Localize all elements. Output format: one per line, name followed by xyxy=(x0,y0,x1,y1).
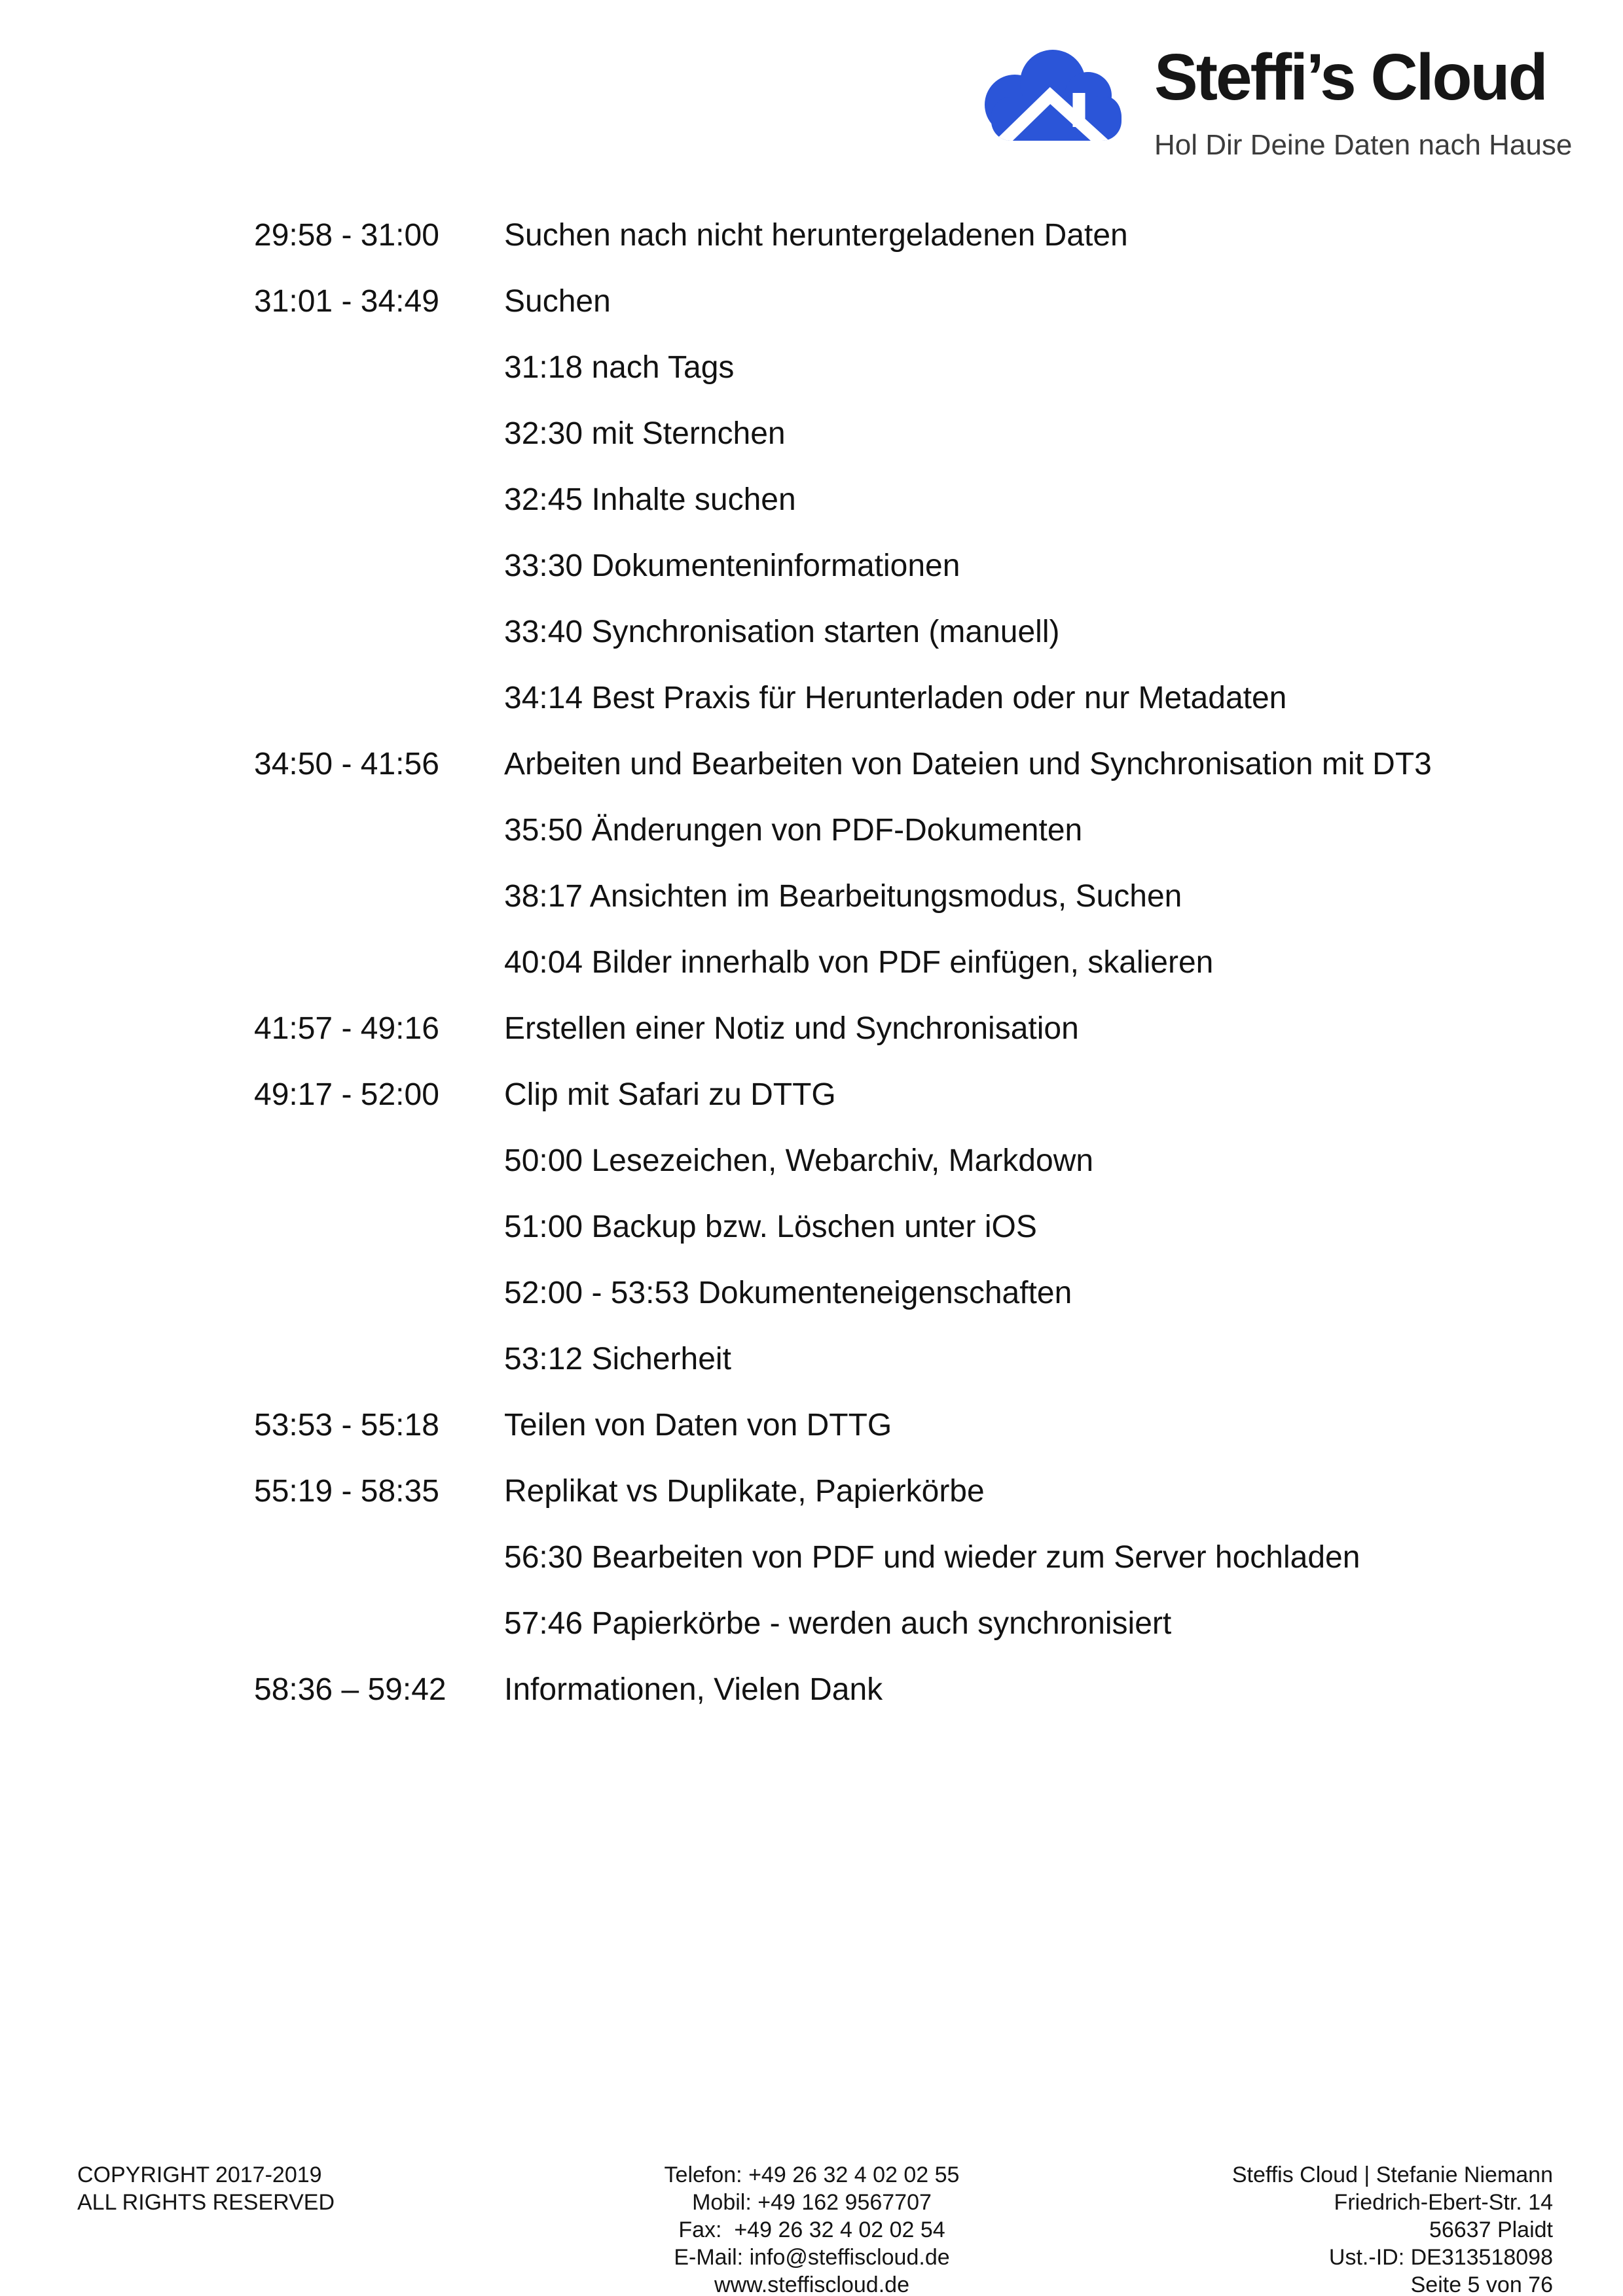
footer-contact-line: E-Mail: info@steffiscloud.de xyxy=(674,2245,950,2270)
toc-entry xyxy=(254,1141,1537,1208)
brand-header xyxy=(982,41,1573,161)
entry-label: 52:00 - 53:53 Dokumenteneigenschaften xyxy=(504,1276,1072,1310)
entry-label: 53:12 Sicherheit xyxy=(504,1342,731,1376)
footer-contact xyxy=(517,2161,1106,2296)
brand-text-block xyxy=(1154,41,1573,161)
toc-entry xyxy=(254,1670,1537,1736)
toc-entry xyxy=(254,811,1537,877)
entry-label: Teilen von Daten von DTTG xyxy=(504,1408,892,1443)
toc-entry xyxy=(254,1340,1537,1406)
footer-contact-line: Fax: +49 26 32 4 02 02 54 xyxy=(678,2217,945,2242)
footer-address-line: 56637 Plaidt xyxy=(1429,2217,1553,2242)
entry-timerange: 58:36 – 59:42 xyxy=(254,1672,447,1707)
toc-entry xyxy=(254,1208,1537,1274)
brand-title: Steffi’s Cloud xyxy=(1154,41,1546,114)
entry-timerange: 29:58 - 31:00 xyxy=(254,218,439,253)
toc-entry xyxy=(254,480,1537,547)
entry-label: Suchen nach nicht heruntergeladenen Daten xyxy=(504,218,1128,253)
cloud-house-logo-icon xyxy=(982,47,1122,142)
toc-entry xyxy=(254,1274,1537,1340)
entry-label: Informationen, Vielen Dank xyxy=(504,1672,883,1707)
entry-label: 34:14 Best Praxis für Herunterladen oder nur Metadaten xyxy=(504,681,1287,715)
toc-entry xyxy=(254,348,1537,414)
footer-copyright-line: COPYRIGHT 2017-2019 xyxy=(77,2162,322,2187)
toc-entry xyxy=(254,1009,1537,1075)
toc-entry xyxy=(254,943,1537,1009)
entry-timerange: 49:17 - 52:00 xyxy=(254,1077,439,1112)
entry-label: 57:46 Papierkörbe - werden auch synchronisiert xyxy=(504,1606,1172,1641)
footer-contact-line: www.steffiscloud.de xyxy=(714,2272,909,2296)
footer-address-line: Friedrich-Ebert-Str. 14 xyxy=(1334,2190,1553,2215)
toc-entry xyxy=(254,216,1537,282)
footer-address xyxy=(1095,2161,1553,2296)
entry-timerange: 55:19 - 58:35 xyxy=(254,1474,439,1509)
footer-copyright xyxy=(77,2161,335,2216)
entry-label: Replikat vs Duplikate, Papierkörbe xyxy=(504,1474,985,1509)
toc-entry xyxy=(254,745,1537,811)
footer-address-line: Seite 5 von 76 xyxy=(1410,2272,1553,2296)
entry-label: Clip mit Safari zu DTTG xyxy=(504,1077,836,1112)
toc-entry xyxy=(254,679,1537,745)
entry-label: 51:00 Backup bzw. Löschen unter iOS xyxy=(504,1210,1037,1244)
entry-label: 33:40 Synchronisation starten (manuell) xyxy=(504,615,1060,649)
entry-label: 33:30 Dokumenteninformationen xyxy=(504,548,960,583)
entry-label: 32:30 mit Sternchen xyxy=(504,416,786,451)
entry-timerange: 53:53 - 55:18 xyxy=(254,1408,439,1443)
toc-entry xyxy=(254,1604,1537,1670)
toc-entry xyxy=(254,877,1537,943)
footer-address-line: Ust.-ID: DE313518098 xyxy=(1328,2245,1553,2270)
footer-contact-line: Telefon: +49 26 32 4 02 02 55 xyxy=(664,2162,960,2187)
brand-tagline: Hol Dir Deine Daten nach Hause xyxy=(1154,129,1573,161)
timestamp-index xyxy=(254,216,1537,1736)
footer-address-line: Steffis Cloud | Stefanie Niemann xyxy=(1231,2162,1553,2187)
entry-label: 38:17 Ansichten im Bearbeitungsmodus, Suchen xyxy=(504,879,1182,914)
entry-label: 40:04 Bilder innerhalb von PDF einfügen, skalieren xyxy=(504,945,1214,980)
footer-copyright-line: ALL RIGHTS RESERVED xyxy=(77,2190,335,2215)
toc-entry xyxy=(254,613,1537,679)
toc-entry xyxy=(254,1075,1537,1141)
toc-entry xyxy=(254,547,1537,613)
entry-timerange: 41:57 - 49:16 xyxy=(254,1011,439,1046)
toc-entry xyxy=(254,282,1537,348)
entry-label: 50:00 Lesezeichen, Webarchiv, Markdown xyxy=(504,1143,1094,1178)
toc-entry xyxy=(254,1538,1537,1604)
entry-label: Erstellen einer Notiz und Synchronisation xyxy=(504,1011,1079,1046)
entry-label: 31:18 nach Tags xyxy=(504,350,735,385)
entry-timerange: 34:50 - 41:56 xyxy=(254,747,439,781)
toc-entry xyxy=(254,1472,1537,1538)
entry-label: Arbeiten und Bearbeiten von Dateien und Synchronisation mit DT3 xyxy=(504,747,1432,781)
footer-contact-line: Mobil: +49 162 9567707 xyxy=(692,2190,932,2215)
entry-label: Suchen xyxy=(504,284,611,319)
entry-label: 35:50 Änderungen von PDF-Dokumenten xyxy=(504,813,1083,848)
toc-entry xyxy=(254,414,1537,480)
entry-label: 32:45 Inhalte suchen xyxy=(504,482,796,517)
toc-entry xyxy=(254,1406,1537,1472)
entry-label: 56:30 Bearbeiten von PDF und wieder zum Server hochladen xyxy=(504,1540,1360,1575)
entry-timerange: 31:01 - 34:49 xyxy=(254,284,439,319)
